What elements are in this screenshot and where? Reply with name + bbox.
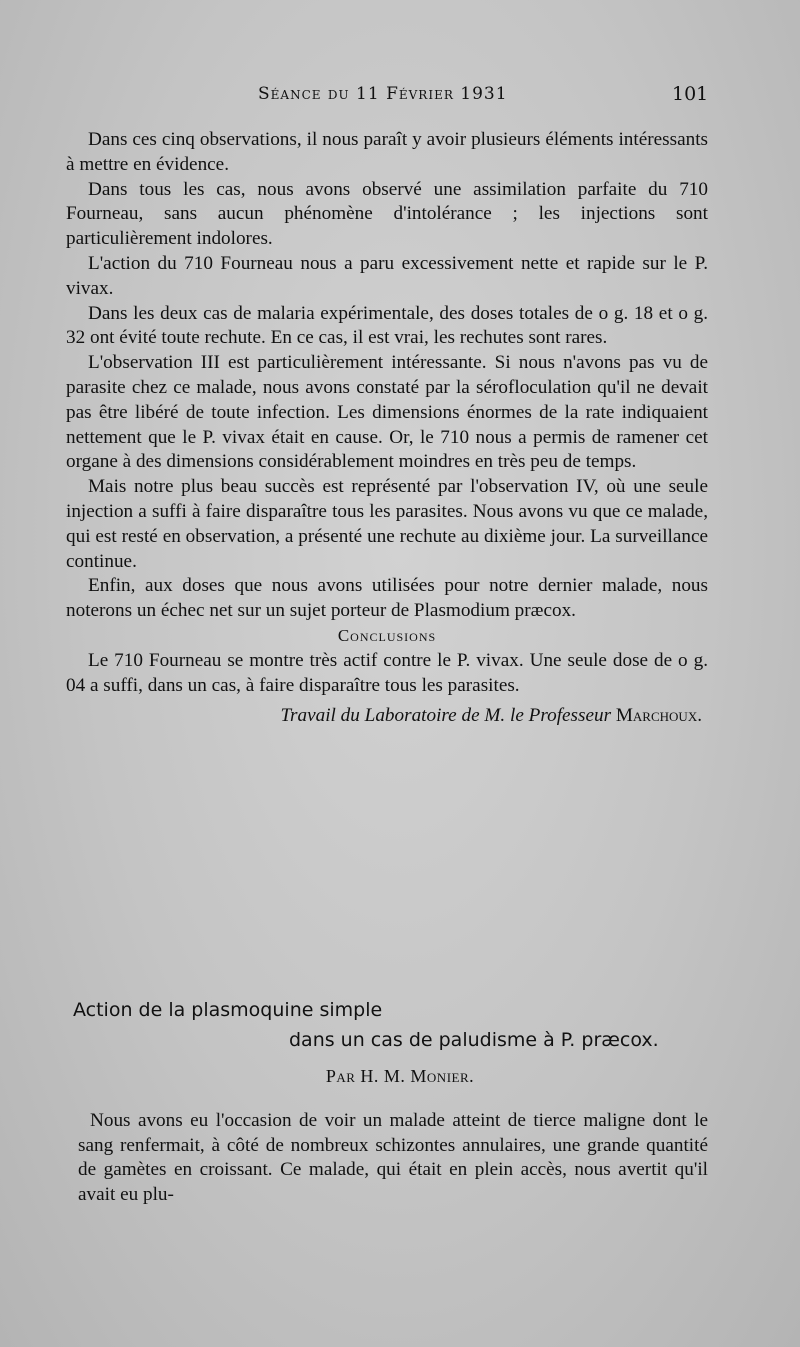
paragraph: Dans tous les cas, nous avons observé une assimilation parfaite du 710 Fourneau, sans aucun phénomène d'intolérance ; les injections sont particulièrement indolores.: [66, 178, 708, 250]
credit-text: Travail du Laboratoire de M. le Professeur: [280, 705, 612, 727]
paragraph: Dans ces cinq observations, il nous paraît y avoir plusieurs éléments intéressants à mettre en évidence.: [66, 129, 708, 175]
article-body: [66, 128, 708, 729]
page-number: 101: [672, 83, 709, 105]
paragraph: L'observation III est particulièrement intéressante. Si nous n'avons pas vu de parasite chez ce malade, nous avons constaté par la sérofloculation qu'il ne devait pas être libéré de toute infection. Les dimensions énormes de la rate indiquaient nettement que le P. vivax était en cause. Or, le 710 nous a permis de ramener cet organe à des dimensions considérablement moindres en très peu de temps.: [66, 352, 708, 473]
paragraph: Mais notre plus beau succès est représenté par l'observation IV, où une seule injection a suffi à faire disparaître tous les parasites. Nous avons vu que ce malade, qui est resté en observation, a présenté une rechute au dixième jour. La surveillance continue.: [66, 476, 708, 572]
running-head: [0, 84, 800, 114]
credit-name: Marchoux.: [615, 705, 702, 727]
paragraph: Nous avons eu l'occasion de voir un malade atteint de tierce maligne dont le sang renfermait, à côté de nombreux schizontes annulaires, une grande quantité de gamètes en croissant. Ce malade, qui était en plein accès, nous avertit qu'il avait eu plu-: [78, 1110, 708, 1205]
article-2-body: [78, 1109, 708, 1207]
article-title-line-1: Action de la plasmoquine simple: [73, 999, 383, 1021]
running-title: Séance du 11 Février 1931: [258, 84, 508, 104]
article-title: [73, 995, 713, 1055]
paragraph: Enfin, aux doses que nous avons utilisées pour notre dernier malade, nous noterons un échec net sur un sujet porteur de Plasmodium præcox.: [66, 575, 708, 622]
paragraph: L'action du 710 Fourneau nous a paru excessivement nette et rapide sur le P. vivax.: [66, 252, 708, 299]
conclusion-paragraph: Le 710 Fourneau se montre très actif contre le P. vivax. Une seule dose de o g. 04 a suffi, dans un cas, à faire disparaître tous les parasites.: [66, 649, 708, 696]
laboratory-credit: [66, 704, 708, 729]
paragraph: Dans les deux cas de malaria expérimentale, des doses totales de o g. 18 et o g. 32 ont évité toute rechute. En ce cas, il est vrai, les rechutes sont rares.: [66, 302, 708, 349]
conclusions-heading: Conclusions: [337, 625, 437, 645]
article-title-line-2: dans un cas de paludisme à P. præcox.: [289, 1029, 659, 1051]
author-byline: Par H. M. Monier.: [325, 1066, 475, 1086]
